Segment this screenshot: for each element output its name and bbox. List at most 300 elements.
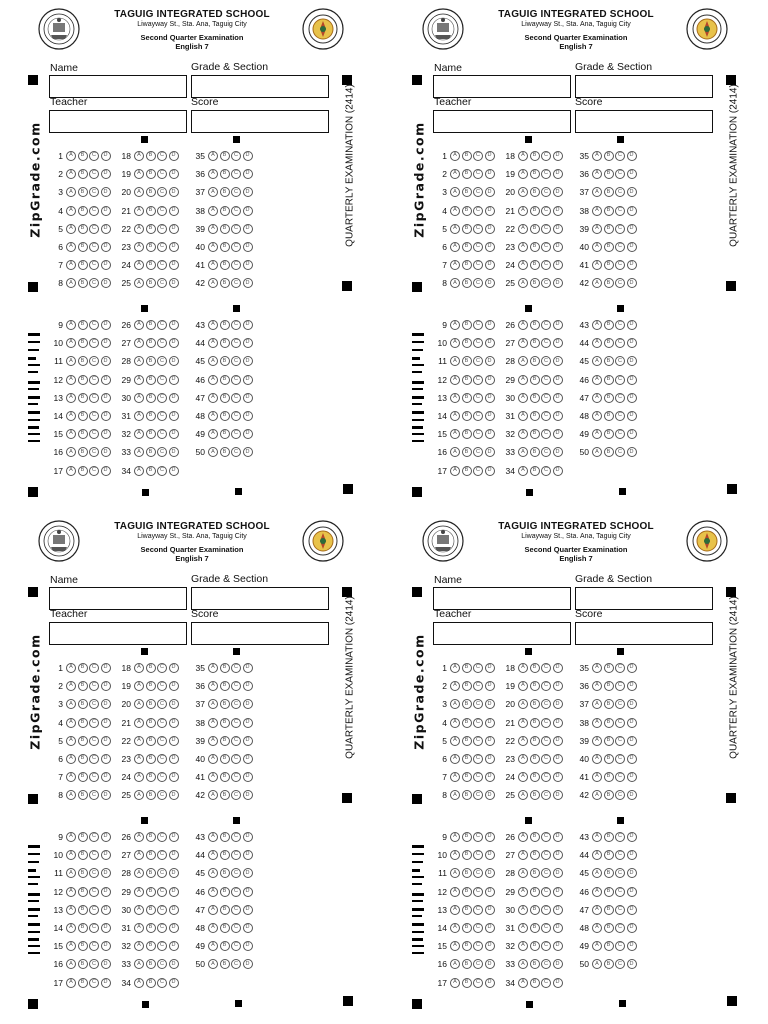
answer-bubble-c[interactable]: C	[473, 320, 483, 330]
answer-bubble-c[interactable]: C	[89, 959, 99, 969]
answer-bubble-a[interactable]: A	[208, 375, 218, 385]
answer-bubble-a[interactable]: A	[134, 681, 144, 691]
answer-bubble-a[interactable]: A	[208, 338, 218, 348]
answer-bubble-c[interactable]: C	[157, 754, 167, 764]
answer-bubble-c[interactable]: C	[473, 375, 483, 385]
answer-bubble-b[interactable]: B	[220, 278, 230, 288]
answer-bubble-a[interactable]: A	[592, 868, 602, 878]
score-field[interactable]	[191, 110, 329, 133]
answer-bubble-d[interactable]: D	[169, 447, 179, 457]
answer-bubble-a[interactable]: A	[208, 151, 218, 161]
answer-bubble-a[interactable]: A	[66, 466, 76, 476]
answer-bubble-c[interactable]: C	[231, 681, 241, 691]
answer-bubble-c[interactable]: C	[473, 868, 483, 878]
answer-bubble-c[interactable]: C	[615, 242, 625, 252]
answer-bubble-c[interactable]: C	[473, 887, 483, 897]
answer-bubble-c[interactable]: C	[541, 411, 551, 421]
answer-bubble-c[interactable]: C	[157, 320, 167, 330]
answer-bubble-a[interactable]: A	[518, 736, 528, 746]
answer-bubble-d[interactable]: D	[243, 242, 253, 252]
answer-bubble-b[interactable]: B	[530, 393, 540, 403]
answer-bubble-c[interactable]: C	[541, 850, 551, 860]
answer-bubble-b[interactable]: B	[530, 169, 540, 179]
answer-bubble-d[interactable]: D	[169, 278, 179, 288]
answer-bubble-d[interactable]: D	[553, 320, 563, 330]
answer-bubble-c[interactable]: C	[157, 466, 167, 476]
answer-bubble-d[interactable]: D	[553, 905, 563, 915]
answer-bubble-b[interactable]: B	[220, 447, 230, 457]
answer-bubble-b[interactable]: B	[604, 338, 614, 348]
answer-bubble-d[interactable]: D	[169, 466, 179, 476]
answer-bubble-d[interactable]: D	[553, 224, 563, 234]
answer-bubble-d[interactable]: D	[243, 790, 253, 800]
answer-bubble-a[interactable]: A	[450, 393, 460, 403]
answer-bubble-c[interactable]: C	[541, 375, 551, 385]
answer-bubble-c[interactable]: C	[157, 447, 167, 457]
answer-bubble-d[interactable]: D	[169, 772, 179, 782]
answer-bubble-d[interactable]: D	[485, 887, 495, 897]
answer-bubble-b[interactable]: B	[462, 868, 472, 878]
answer-bubble-a[interactable]: A	[134, 242, 144, 252]
answer-bubble-d[interactable]: D	[485, 260, 495, 270]
answer-bubble-a[interactable]: A	[134, 466, 144, 476]
answer-bubble-d[interactable]: D	[627, 411, 637, 421]
answer-bubble-b[interactable]: B	[78, 868, 88, 878]
answer-bubble-a[interactable]: A	[518, 681, 528, 691]
answer-bubble-d[interactable]: D	[485, 923, 495, 933]
answer-bubble-c[interactable]: C	[541, 905, 551, 915]
answer-bubble-b[interactable]: B	[604, 429, 614, 439]
answer-bubble-b[interactable]: B	[220, 790, 230, 800]
answer-bubble-d[interactable]: D	[243, 393, 253, 403]
answer-bubble-c[interactable]: C	[231, 224, 241, 234]
answer-bubble-b[interactable]: B	[78, 941, 88, 951]
answer-bubble-d[interactable]: D	[627, 772, 637, 782]
answer-bubble-b[interactable]: B	[220, 850, 230, 860]
answer-bubble-a[interactable]: A	[208, 832, 218, 842]
answer-bubble-a[interactable]: A	[592, 923, 602, 933]
answer-bubble-a[interactable]: A	[134, 356, 144, 366]
answer-bubble-d[interactable]: D	[553, 681, 563, 691]
answer-bubble-b[interactable]: B	[146, 429, 156, 439]
answer-bubble-b[interactable]: B	[78, 429, 88, 439]
answer-bubble-c[interactable]: C	[231, 206, 241, 216]
answer-bubble-c[interactable]: C	[615, 772, 625, 782]
answer-bubble-a[interactable]: A	[208, 772, 218, 782]
answer-bubble-c[interactable]: C	[157, 206, 167, 216]
answer-bubble-a[interactable]: A	[208, 411, 218, 421]
answer-bubble-c[interactable]: C	[89, 320, 99, 330]
answer-bubble-c[interactable]: C	[541, 206, 551, 216]
answer-bubble-a[interactable]: A	[592, 959, 602, 969]
answer-bubble-d[interactable]: D	[243, 754, 253, 764]
answer-bubble-c[interactable]: C	[231, 887, 241, 897]
answer-bubble-d[interactable]: D	[627, 393, 637, 403]
answer-bubble-a[interactable]: A	[518, 978, 528, 988]
answer-bubble-a[interactable]: A	[592, 429, 602, 439]
answer-bubble-b[interactable]: B	[78, 959, 88, 969]
answer-bubble-c[interactable]: C	[231, 832, 241, 842]
answer-bubble-d[interactable]: D	[169, 393, 179, 403]
answer-bubble-b[interactable]: B	[146, 224, 156, 234]
answer-bubble-c[interactable]: C	[231, 356, 241, 366]
answer-bubble-a[interactable]: A	[518, 466, 528, 476]
answer-bubble-a[interactable]: A	[134, 754, 144, 764]
answer-bubble-d[interactable]: D	[101, 772, 111, 782]
answer-bubble-d[interactable]: D	[553, 260, 563, 270]
answer-bubble-c[interactable]: C	[473, 356, 483, 366]
answer-bubble-b[interactable]: B	[220, 260, 230, 270]
answer-bubble-d[interactable]: D	[101, 447, 111, 457]
answer-bubble-b[interactable]: B	[220, 224, 230, 234]
answer-bubble-a[interactable]: A	[518, 242, 528, 252]
answer-bubble-c[interactable]: C	[473, 242, 483, 252]
answer-bubble-b[interactable]: B	[462, 224, 472, 234]
answer-bubble-d[interactable]: D	[553, 850, 563, 860]
answer-bubble-d[interactable]: D	[627, 356, 637, 366]
answer-bubble-d[interactable]: D	[627, 320, 637, 330]
answer-bubble-c[interactable]: C	[473, 754, 483, 764]
answer-bubble-d[interactable]: D	[169, 320, 179, 330]
answer-bubble-d[interactable]: D	[485, 429, 495, 439]
answer-bubble-d[interactable]: D	[243, 429, 253, 439]
answer-bubble-a[interactable]: A	[450, 429, 460, 439]
answer-bubble-c[interactable]: C	[473, 923, 483, 933]
answer-bubble-b[interactable]: B	[146, 754, 156, 764]
answer-bubble-a[interactable]: A	[66, 850, 76, 860]
answer-bubble-a[interactable]: A	[134, 151, 144, 161]
answer-bubble-b[interactable]: B	[462, 772, 472, 782]
answer-bubble-b[interactable]: B	[530, 466, 540, 476]
answer-bubble-a[interactable]: A	[518, 375, 528, 385]
answer-bubble-b[interactable]: B	[146, 887, 156, 897]
answer-bubble-c[interactable]: C	[473, 681, 483, 691]
answer-bubble-d[interactable]: D	[627, 736, 637, 746]
answer-bubble-a[interactable]: A	[518, 832, 528, 842]
answer-bubble-c[interactable]: C	[473, 850, 483, 860]
answer-bubble-b[interactable]: B	[604, 850, 614, 860]
answer-bubble-c[interactable]: C	[157, 224, 167, 234]
answer-bubble-b[interactable]: B	[530, 736, 540, 746]
answer-bubble-b[interactable]: B	[146, 411, 156, 421]
answer-bubble-d[interactable]: D	[101, 169, 111, 179]
answer-bubble-d[interactable]: D	[485, 278, 495, 288]
answer-bubble-a[interactable]: A	[66, 699, 76, 709]
answer-bubble-c[interactable]: C	[541, 187, 551, 197]
answer-bubble-c[interactable]: C	[615, 832, 625, 842]
answer-bubble-c[interactable]: C	[615, 736, 625, 746]
answer-bubble-b[interactable]: B	[78, 718, 88, 728]
answer-bubble-b[interactable]: B	[220, 718, 230, 728]
answer-bubble-c[interactable]: C	[89, 411, 99, 421]
answer-bubble-d[interactable]: D	[553, 941, 563, 951]
answer-bubble-c[interactable]: C	[89, 832, 99, 842]
answer-bubble-c[interactable]: C	[231, 393, 241, 403]
answer-bubble-c[interactable]: C	[615, 393, 625, 403]
answer-bubble-d[interactable]: D	[169, 411, 179, 421]
answer-bubble-d[interactable]: D	[243, 663, 253, 673]
answer-bubble-d[interactable]: D	[101, 466, 111, 476]
answer-bubble-c[interactable]: C	[541, 868, 551, 878]
answer-bubble-c[interactable]: C	[541, 718, 551, 728]
answer-bubble-b[interactable]: B	[604, 754, 614, 764]
answer-bubble-b[interactable]: B	[604, 206, 614, 216]
answer-bubble-b[interactable]: B	[462, 663, 472, 673]
answer-bubble-b[interactable]: B	[78, 905, 88, 915]
answer-bubble-c[interactable]: C	[541, 959, 551, 969]
answer-bubble-b[interactable]: B	[78, 242, 88, 252]
answer-bubble-c[interactable]: C	[89, 681, 99, 691]
answer-bubble-c[interactable]: C	[231, 151, 241, 161]
answer-bubble-d[interactable]: D	[101, 850, 111, 860]
answer-bubble-a[interactable]: A	[134, 338, 144, 348]
answer-bubble-c[interactable]: C	[541, 447, 551, 457]
answer-bubble-a[interactable]: A	[134, 772, 144, 782]
answer-bubble-c[interactable]: C	[541, 320, 551, 330]
answer-bubble-b[interactable]: B	[462, 978, 472, 988]
answer-bubble-a[interactable]: A	[450, 832, 460, 842]
answer-bubble-b[interactable]: B	[220, 411, 230, 421]
answer-bubble-a[interactable]: A	[518, 850, 528, 860]
grade-section-field[interactable]	[191, 75, 329, 98]
answer-bubble-b[interactable]: B	[220, 959, 230, 969]
answer-bubble-a[interactable]: A	[208, 699, 218, 709]
answer-bubble-d[interactable]: D	[485, 356, 495, 366]
answer-bubble-b[interactable]: B	[604, 772, 614, 782]
answer-bubble-a[interactable]: A	[208, 260, 218, 270]
answer-bubble-b[interactable]: B	[220, 375, 230, 385]
answer-bubble-a[interactable]: A	[592, 206, 602, 216]
answer-bubble-a[interactable]: A	[450, 375, 460, 385]
answer-bubble-c[interactable]: C	[615, 320, 625, 330]
name-field[interactable]	[49, 587, 187, 610]
answer-bubble-b[interactable]: B	[146, 338, 156, 348]
answer-bubble-d[interactable]: D	[243, 278, 253, 288]
answer-bubble-c[interactable]: C	[157, 278, 167, 288]
answer-bubble-d[interactable]: D	[485, 905, 495, 915]
answer-bubble-d[interactable]: D	[101, 242, 111, 252]
grade-section-field[interactable]	[575, 75, 713, 98]
answer-bubble-b[interactable]: B	[146, 393, 156, 403]
answer-bubble-a[interactable]: A	[134, 375, 144, 385]
answer-bubble-a[interactable]: A	[450, 959, 460, 969]
answer-bubble-b[interactable]: B	[604, 832, 614, 842]
answer-bubble-d[interactable]: D	[485, 338, 495, 348]
answer-bubble-b[interactable]: B	[530, 338, 540, 348]
answer-bubble-a[interactable]: A	[518, 868, 528, 878]
answer-bubble-a[interactable]: A	[208, 242, 218, 252]
answer-bubble-a[interactable]: A	[518, 699, 528, 709]
answer-bubble-c[interactable]: C	[473, 429, 483, 439]
answer-bubble-a[interactable]: A	[450, 260, 460, 270]
answer-bubble-d[interactable]: D	[243, 338, 253, 348]
answer-bubble-a[interactable]: A	[592, 169, 602, 179]
answer-bubble-d[interactable]: D	[485, 206, 495, 216]
answer-bubble-a[interactable]: A	[208, 320, 218, 330]
answer-bubble-b[interactable]: B	[462, 320, 472, 330]
answer-bubble-c[interactable]: C	[157, 923, 167, 933]
answer-bubble-d[interactable]: D	[243, 206, 253, 216]
answer-bubble-a[interactable]: A	[66, 868, 76, 878]
answer-bubble-a[interactable]: A	[450, 447, 460, 457]
answer-bubble-a[interactable]: A	[66, 447, 76, 457]
answer-bubble-a[interactable]: A	[450, 790, 460, 800]
answer-bubble-d[interactable]: D	[553, 736, 563, 746]
answer-bubble-c[interactable]: C	[541, 832, 551, 842]
answer-bubble-d[interactable]: D	[101, 978, 111, 988]
answer-bubble-a[interactable]: A	[66, 393, 76, 403]
answer-bubble-a[interactable]: A	[134, 187, 144, 197]
answer-bubble-a[interactable]: A	[66, 718, 76, 728]
answer-bubble-b[interactable]: B	[604, 375, 614, 385]
answer-bubble-c[interactable]: C	[89, 850, 99, 860]
answer-bubble-b[interactable]: B	[146, 978, 156, 988]
answer-bubble-a[interactable]: A	[592, 224, 602, 234]
answer-bubble-c[interactable]: C	[615, 850, 625, 860]
answer-bubble-a[interactable]: A	[450, 338, 460, 348]
answer-bubble-a[interactable]: A	[134, 206, 144, 216]
answer-bubble-c[interactable]: C	[473, 187, 483, 197]
answer-bubble-c[interactable]: C	[541, 772, 551, 782]
answer-bubble-b[interactable]: B	[146, 169, 156, 179]
answer-bubble-c[interactable]: C	[231, 754, 241, 764]
answer-bubble-d[interactable]: D	[485, 718, 495, 728]
answer-bubble-d[interactable]: D	[627, 278, 637, 288]
answer-bubble-c[interactable]: C	[89, 393, 99, 403]
answer-bubble-a[interactable]: A	[66, 224, 76, 234]
answer-bubble-b[interactable]: B	[462, 466, 472, 476]
answer-bubble-d[interactable]: D	[553, 411, 563, 421]
answer-bubble-c[interactable]: C	[89, 169, 99, 179]
answer-bubble-a[interactable]: A	[66, 320, 76, 330]
answer-bubble-d[interactable]: D	[627, 206, 637, 216]
answer-bubble-a[interactable]: A	[208, 905, 218, 915]
answer-bubble-a[interactable]: A	[518, 187, 528, 197]
answer-bubble-a[interactable]: A	[518, 278, 528, 288]
answer-bubble-c[interactable]: C	[473, 959, 483, 969]
answer-bubble-c[interactable]: C	[157, 905, 167, 915]
answer-bubble-a[interactable]: A	[450, 224, 460, 234]
answer-bubble-a[interactable]: A	[592, 718, 602, 728]
answer-bubble-d[interactable]: D	[243, 681, 253, 691]
answer-bubble-a[interactable]: A	[134, 429, 144, 439]
answer-bubble-d[interactable]: D	[101, 320, 111, 330]
answer-bubble-d[interactable]: D	[553, 338, 563, 348]
answer-bubble-d[interactable]: D	[243, 169, 253, 179]
answer-bubble-c[interactable]: C	[541, 151, 551, 161]
answer-bubble-b[interactable]: B	[146, 356, 156, 366]
answer-bubble-a[interactable]: A	[134, 224, 144, 234]
answer-bubble-d[interactable]: D	[101, 338, 111, 348]
answer-bubble-d[interactable]: D	[243, 868, 253, 878]
answer-bubble-d[interactable]: D	[169, 718, 179, 728]
answer-bubble-d[interactable]: D	[627, 832, 637, 842]
answer-bubble-a[interactable]: A	[450, 169, 460, 179]
answer-bubble-a[interactable]: A	[592, 941, 602, 951]
answer-bubble-a[interactable]: A	[134, 169, 144, 179]
answer-bubble-a[interactable]: A	[134, 959, 144, 969]
answer-bubble-a[interactable]: A	[134, 887, 144, 897]
answer-bubble-d[interactable]: D	[169, 978, 179, 988]
answer-bubble-a[interactable]: A	[66, 187, 76, 197]
answer-bubble-b[interactable]: B	[530, 699, 540, 709]
answer-bubble-b[interactable]: B	[604, 718, 614, 728]
answer-bubble-c[interactable]: C	[89, 790, 99, 800]
answer-bubble-b[interactable]: B	[146, 375, 156, 385]
answer-bubble-d[interactable]: D	[169, 242, 179, 252]
answer-bubble-b[interactable]: B	[530, 224, 540, 234]
answer-bubble-c[interactable]: C	[473, 338, 483, 348]
answer-bubble-b[interactable]: B	[78, 923, 88, 933]
answer-bubble-d[interactable]: D	[485, 411, 495, 421]
answer-bubble-b[interactable]: B	[146, 663, 156, 673]
answer-bubble-a[interactable]: A	[66, 978, 76, 988]
answer-bubble-c[interactable]: C	[157, 260, 167, 270]
answer-bubble-a[interactable]: A	[66, 923, 76, 933]
answer-bubble-a[interactable]: A	[450, 772, 460, 782]
answer-bubble-a[interactable]: A	[208, 447, 218, 457]
answer-bubble-d[interactable]: D	[169, 663, 179, 673]
answer-bubble-c[interactable]: C	[615, 663, 625, 673]
answer-bubble-c[interactable]: C	[473, 736, 483, 746]
answer-bubble-c[interactable]: C	[89, 356, 99, 366]
answer-bubble-d[interactable]: D	[627, 790, 637, 800]
answer-bubble-b[interactable]: B	[530, 260, 540, 270]
answer-bubble-c[interactable]: C	[89, 868, 99, 878]
answer-bubble-d[interactable]: D	[553, 447, 563, 457]
answer-bubble-a[interactable]: A	[518, 320, 528, 330]
answer-bubble-d[interactable]: D	[101, 681, 111, 691]
answer-bubble-d[interactable]: D	[553, 978, 563, 988]
answer-bubble-d[interactable]: D	[627, 663, 637, 673]
answer-bubble-b[interactable]: B	[462, 151, 472, 161]
answer-bubble-a[interactable]: A	[208, 356, 218, 366]
answer-bubble-d[interactable]: D	[243, 850, 253, 860]
answer-bubble-a[interactable]: A	[592, 260, 602, 270]
answer-bubble-c[interactable]: C	[231, 447, 241, 457]
answer-bubble-d[interactable]: D	[485, 772, 495, 782]
answer-bubble-b[interactable]: B	[604, 868, 614, 878]
answer-bubble-d[interactable]: D	[485, 663, 495, 673]
answer-bubble-d[interactable]: D	[101, 224, 111, 234]
answer-bubble-d[interactable]: D	[169, 169, 179, 179]
answer-bubble-d[interactable]: D	[101, 790, 111, 800]
answer-bubble-a[interactable]: A	[208, 941, 218, 951]
teacher-field[interactable]	[49, 622, 187, 645]
answer-bubble-c[interactable]: C	[231, 718, 241, 728]
answer-bubble-a[interactable]: A	[592, 772, 602, 782]
answer-bubble-b[interactable]: B	[530, 411, 540, 421]
answer-bubble-d[interactable]: D	[101, 905, 111, 915]
answer-bubble-a[interactable]: A	[66, 411, 76, 421]
answer-bubble-d[interactable]: D	[243, 905, 253, 915]
answer-bubble-c[interactable]: C	[89, 905, 99, 915]
answer-bubble-a[interactable]: A	[66, 242, 76, 252]
answer-bubble-d[interactable]: D	[101, 663, 111, 673]
answer-bubble-a[interactable]: A	[134, 663, 144, 673]
answer-bubble-a[interactable]: A	[66, 772, 76, 782]
answer-bubble-b[interactable]: B	[530, 790, 540, 800]
answer-bubble-a[interactable]: A	[518, 393, 528, 403]
answer-bubble-c[interactable]: C	[541, 663, 551, 673]
answer-bubble-a[interactable]: A	[134, 923, 144, 933]
answer-bubble-b[interactable]: B	[604, 151, 614, 161]
answer-bubble-b[interactable]: B	[146, 941, 156, 951]
answer-bubble-b[interactable]: B	[604, 736, 614, 746]
name-field[interactable]	[49, 75, 187, 98]
answer-bubble-b[interactable]: B	[78, 736, 88, 746]
answer-bubble-b[interactable]: B	[530, 905, 540, 915]
